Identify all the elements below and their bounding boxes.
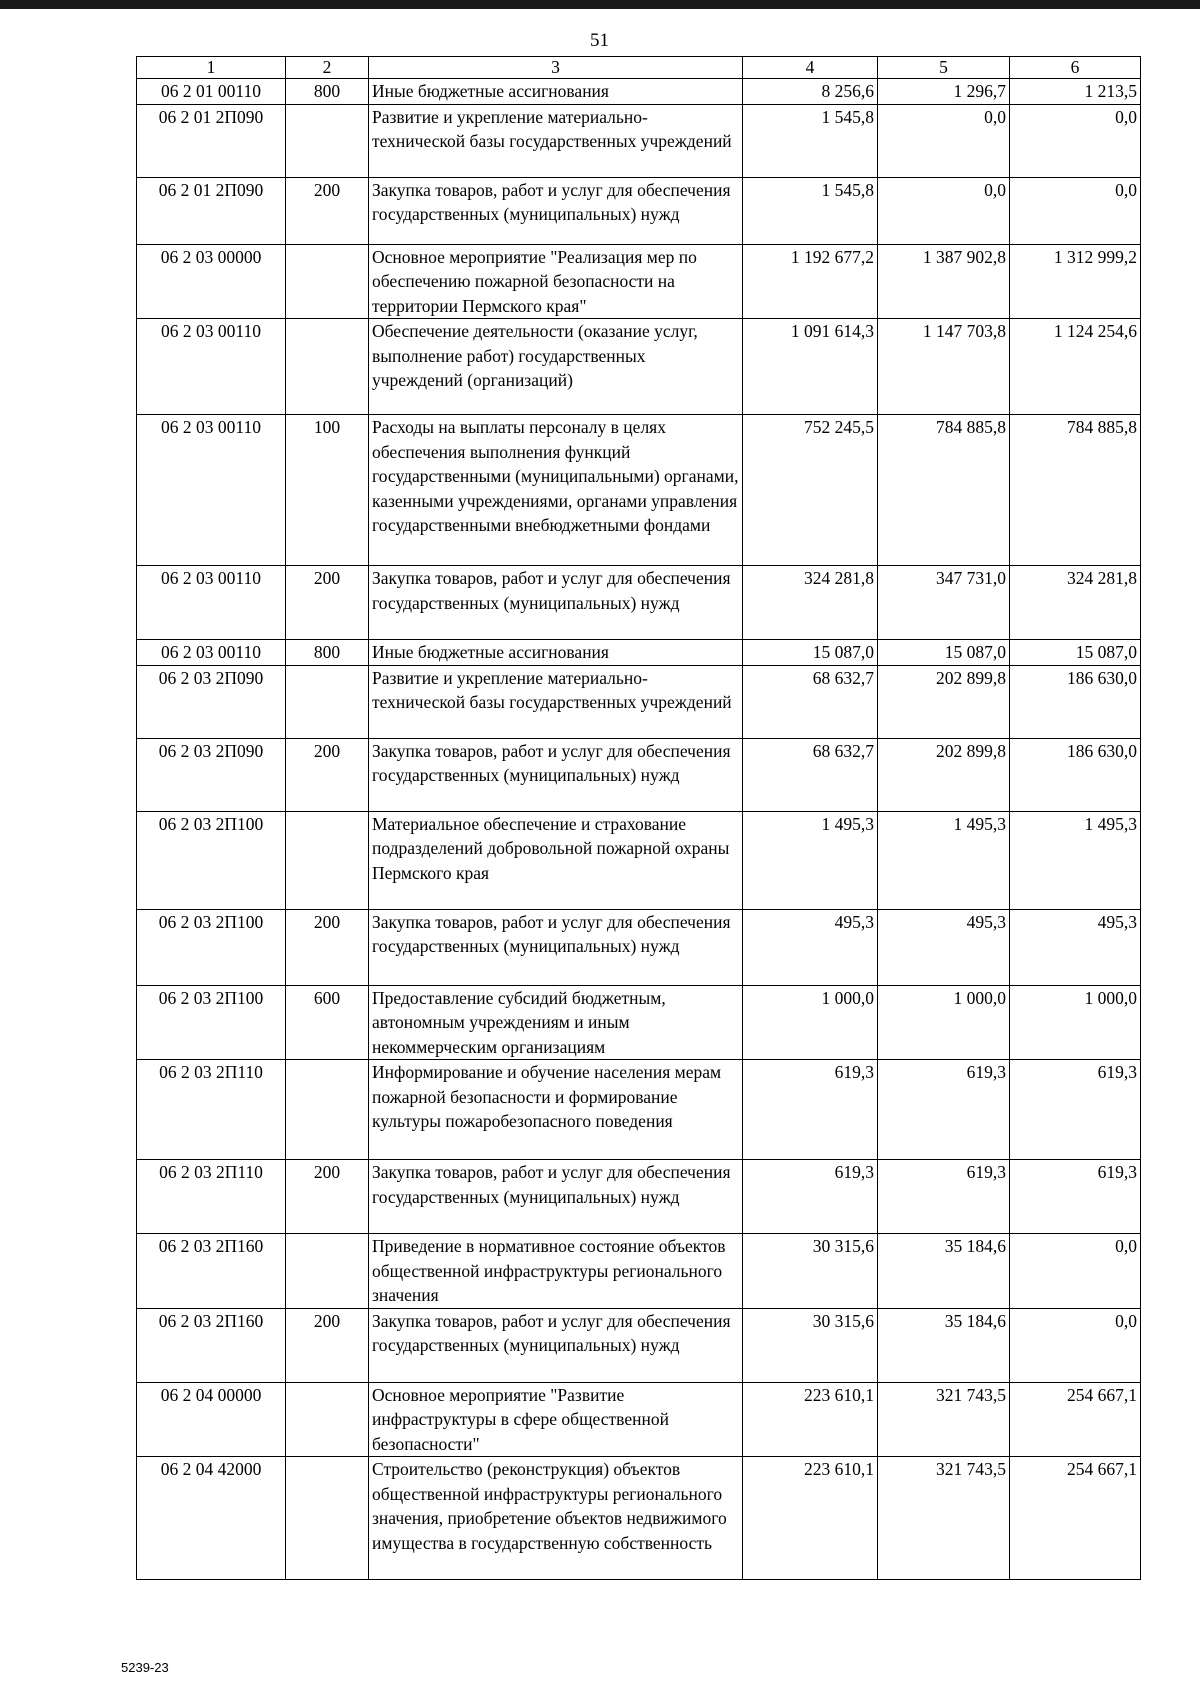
row-name: Закупка товаров, работ и услуг для обеспечения государственных (муниципальных) нужд	[369, 177, 743, 244]
row-code: 06 2 03 2П090	[137, 738, 286, 811]
header-col-3: 3	[369, 57, 743, 79]
row-name: Материальное обеспечение и страхование подразделений добровольной пожарной охраны Пермского края	[369, 811, 743, 909]
row-value-5: 202 899,8	[878, 665, 1010, 738]
row-type	[286, 244, 369, 319]
row-name: Иные бюджетные ассигнования	[369, 640, 743, 666]
table-row	[137, 177, 1141, 244]
row-value-4: 68 632,7	[743, 738, 878, 811]
row-value-6: 1 124 254,6	[1010, 319, 1141, 415]
row-value-6: 619,3	[1010, 1160, 1141, 1234]
row-type: 200	[286, 909, 369, 985]
row-value-6: 186 630,0	[1010, 665, 1141, 738]
row-value-6: 15 087,0	[1010, 640, 1141, 666]
row-name: Закупка товаров, работ и услуг для обеспечения государственных (муниципальных) нужд	[369, 566, 743, 640]
row-value-6: 0,0	[1010, 177, 1141, 244]
row-code: 06 2 01 2П090	[137, 177, 286, 244]
row-value-5: 35 184,6	[878, 1234, 1010, 1309]
row-value-5: 619,3	[878, 1160, 1010, 1234]
table-row	[137, 415, 1141, 566]
row-code: 06 2 03 2П110	[137, 1060, 286, 1160]
row-value-6: 0,0	[1010, 104, 1141, 177]
row-value-5: 1 495,3	[878, 811, 1010, 909]
table-row	[137, 985, 1141, 1060]
table-body	[137, 79, 1141, 1580]
row-name: Закупка товаров, работ и услуг для обеспечения государственных (муниципальных) нужд	[369, 909, 743, 985]
table-row	[137, 640, 1141, 666]
header-row	[137, 57, 1141, 79]
row-value-5: 1 000,0	[878, 985, 1010, 1060]
table-row	[137, 1160, 1141, 1234]
row-value-6: 254 667,1	[1010, 1382, 1141, 1457]
table-row	[137, 319, 1141, 415]
row-type: 600	[286, 985, 369, 1060]
table-row	[137, 1382, 1141, 1457]
row-code: 06 2 03 00000	[137, 244, 286, 319]
row-value-6: 784 885,8	[1010, 415, 1141, 566]
row-value-4: 68 632,7	[743, 665, 878, 738]
row-value-6: 495,3	[1010, 909, 1141, 985]
row-value-4: 619,3	[743, 1160, 878, 1234]
table-row	[137, 811, 1141, 909]
table-row	[137, 1060, 1141, 1160]
row-name: Информирование и обучение населения мерам пожарной безопасности и формирование культуры пожаробезопасного поведения	[369, 1060, 743, 1160]
row-value-4: 15 087,0	[743, 640, 878, 666]
row-code: 06 2 03 2П100	[137, 909, 286, 985]
row-type: 200	[286, 177, 369, 244]
table-row	[137, 665, 1141, 738]
row-value-5: 202 899,8	[878, 738, 1010, 811]
header-col-2: 2	[286, 57, 369, 79]
document-footer-code: 5239-23	[121, 1660, 169, 1675]
header-col-4: 4	[743, 57, 878, 79]
row-type: 100	[286, 415, 369, 566]
row-value-4: 1 545,8	[743, 104, 878, 177]
row-value-4: 1 091 614,3	[743, 319, 878, 415]
row-code: 06 2 03 2П160	[137, 1308, 286, 1382]
row-name: Приведение в нормативное состояние объектов общественной инфраструктуры регионального значения	[369, 1234, 743, 1309]
header-col-1: 1	[137, 57, 286, 79]
row-name: Обеспечение деятельности (оказание услуг, выполнение работ) государственных учреждений (организаций)	[369, 319, 743, 415]
table-row	[137, 1234, 1141, 1309]
row-type: 200	[286, 738, 369, 811]
row-value-4: 324 281,8	[743, 566, 878, 640]
row-value-6: 1 312 999,2	[1010, 244, 1141, 319]
row-value-5: 495,3	[878, 909, 1010, 985]
row-code: 06 2 03 2П100	[137, 811, 286, 909]
row-value-6: 619,3	[1010, 1060, 1141, 1160]
row-value-5: 321 743,5	[878, 1382, 1010, 1457]
row-code: 06 2 03 00110	[137, 640, 286, 666]
table-row	[137, 1308, 1141, 1382]
row-value-6: 186 630,0	[1010, 738, 1141, 811]
row-type	[286, 811, 369, 909]
row-value-4: 752 245,5	[743, 415, 878, 566]
row-name: Закупка товаров, работ и услуг для обеспечения государственных (муниципальных) нужд	[369, 738, 743, 811]
row-value-6: 1 213,5	[1010, 79, 1141, 105]
scan-top-border	[0, 0, 1200, 9]
row-value-4: 30 315,6	[743, 1234, 878, 1309]
row-value-5: 619,3	[878, 1060, 1010, 1160]
header-col-6: 6	[1010, 57, 1141, 79]
row-value-4: 30 315,6	[743, 1308, 878, 1382]
row-value-5: 0,0	[878, 177, 1010, 244]
row-name: Расходы на выплаты персоналу в целях обеспечения выполнения функций государственными (муниципальными) органами, казенными учреждениями, органами управления государственными внебюджетными фондами	[369, 415, 743, 566]
row-code: 06 2 03 00110	[137, 566, 286, 640]
row-name: Предоставление субсидий бюджетным, автономным учреждениям и иным некоммерческим организациям	[369, 985, 743, 1060]
row-code: 06 2 04 42000	[137, 1457, 286, 1580]
row-value-4: 223 610,1	[743, 1457, 878, 1580]
row-type	[286, 665, 369, 738]
page-number: 51	[590, 30, 609, 51]
row-name: Основное мероприятие "Реализация мер по обеспечению пожарной безопасности на территории Пермского края"	[369, 244, 743, 319]
row-value-5: 15 087,0	[878, 640, 1010, 666]
budget-table	[136, 56, 1141, 1580]
row-type: 200	[286, 1308, 369, 1382]
row-type	[286, 1234, 369, 1309]
row-value-4: 619,3	[743, 1060, 878, 1160]
row-type	[286, 319, 369, 415]
row-code: 06 2 01 2П090	[137, 104, 286, 177]
row-type: 800	[286, 640, 369, 666]
row-value-4: 1 495,3	[743, 811, 878, 909]
row-name: Развитие и укрепление материально-технической базы государственных учреждений	[369, 104, 743, 177]
table-row	[137, 244, 1141, 319]
row-code: 06 2 03 00110	[137, 319, 286, 415]
row-type	[286, 1457, 369, 1580]
row-code: 06 2 03 2П110	[137, 1160, 286, 1234]
row-code: 06 2 03 2П090	[137, 665, 286, 738]
row-value-4: 8 256,6	[743, 79, 878, 105]
row-value-4: 1 545,8	[743, 177, 878, 244]
table-row	[137, 909, 1141, 985]
row-value-5: 1 387 902,8	[878, 244, 1010, 319]
row-code: 06 2 01 00110	[137, 79, 286, 105]
row-type: 200	[286, 566, 369, 640]
row-type: 200	[286, 1160, 369, 1234]
row-value-4: 495,3	[743, 909, 878, 985]
row-type	[286, 1382, 369, 1457]
table-row	[137, 738, 1141, 811]
row-value-5: 784 885,8	[878, 415, 1010, 566]
row-name: Строительство (реконструкция) объектов общественной инфраструктуры регионального значения, приобретение объектов недвижимого имущества в государственную собственность	[369, 1457, 743, 1580]
header-col-5: 5	[878, 57, 1010, 79]
row-value-5: 0,0	[878, 104, 1010, 177]
table-row	[137, 104, 1141, 177]
row-code: 06 2 03 2П160	[137, 1234, 286, 1309]
row-name: Закупка товаров, работ и услуг для обеспечения государственных (муниципальных) нужд	[369, 1160, 743, 1234]
row-value-6: 1 495,3	[1010, 811, 1141, 909]
row-value-6: 0,0	[1010, 1308, 1141, 1382]
row-type	[286, 1060, 369, 1160]
row-value-6: 254 667,1	[1010, 1457, 1141, 1580]
table-row	[137, 1457, 1141, 1580]
row-value-4: 1 000,0	[743, 985, 878, 1060]
row-value-4: 1 192 677,2	[743, 244, 878, 319]
row-code: 06 2 04 00000	[137, 1382, 286, 1457]
table-row	[137, 79, 1141, 105]
row-value-5: 321 743,5	[878, 1457, 1010, 1580]
row-code: 06 2 03 00110	[137, 415, 286, 566]
row-name: Развитие и укрепление материально-технической базы государственных учреждений	[369, 665, 743, 738]
table-row	[137, 566, 1141, 640]
row-value-6: 0,0	[1010, 1234, 1141, 1309]
row-code: 06 2 03 2П100	[137, 985, 286, 1060]
row-value-5: 35 184,6	[878, 1308, 1010, 1382]
row-value-5: 1 296,7	[878, 79, 1010, 105]
row-value-5: 347 731,0	[878, 566, 1010, 640]
row-type	[286, 104, 369, 177]
row-value-6: 324 281,8	[1010, 566, 1141, 640]
row-name: Иные бюджетные ассигнования	[369, 79, 743, 105]
row-value-5: 1 147 703,8	[878, 319, 1010, 415]
row-value-6: 1 000,0	[1010, 985, 1141, 1060]
row-type: 800	[286, 79, 369, 105]
row-name: Основное мероприятие "Развитие инфраструктуры в сфере общественной безопасности"	[369, 1382, 743, 1457]
row-name: Закупка товаров, работ и услуг для обеспечения государственных (муниципальных) нужд	[369, 1308, 743, 1382]
row-value-4: 223 610,1	[743, 1382, 878, 1457]
